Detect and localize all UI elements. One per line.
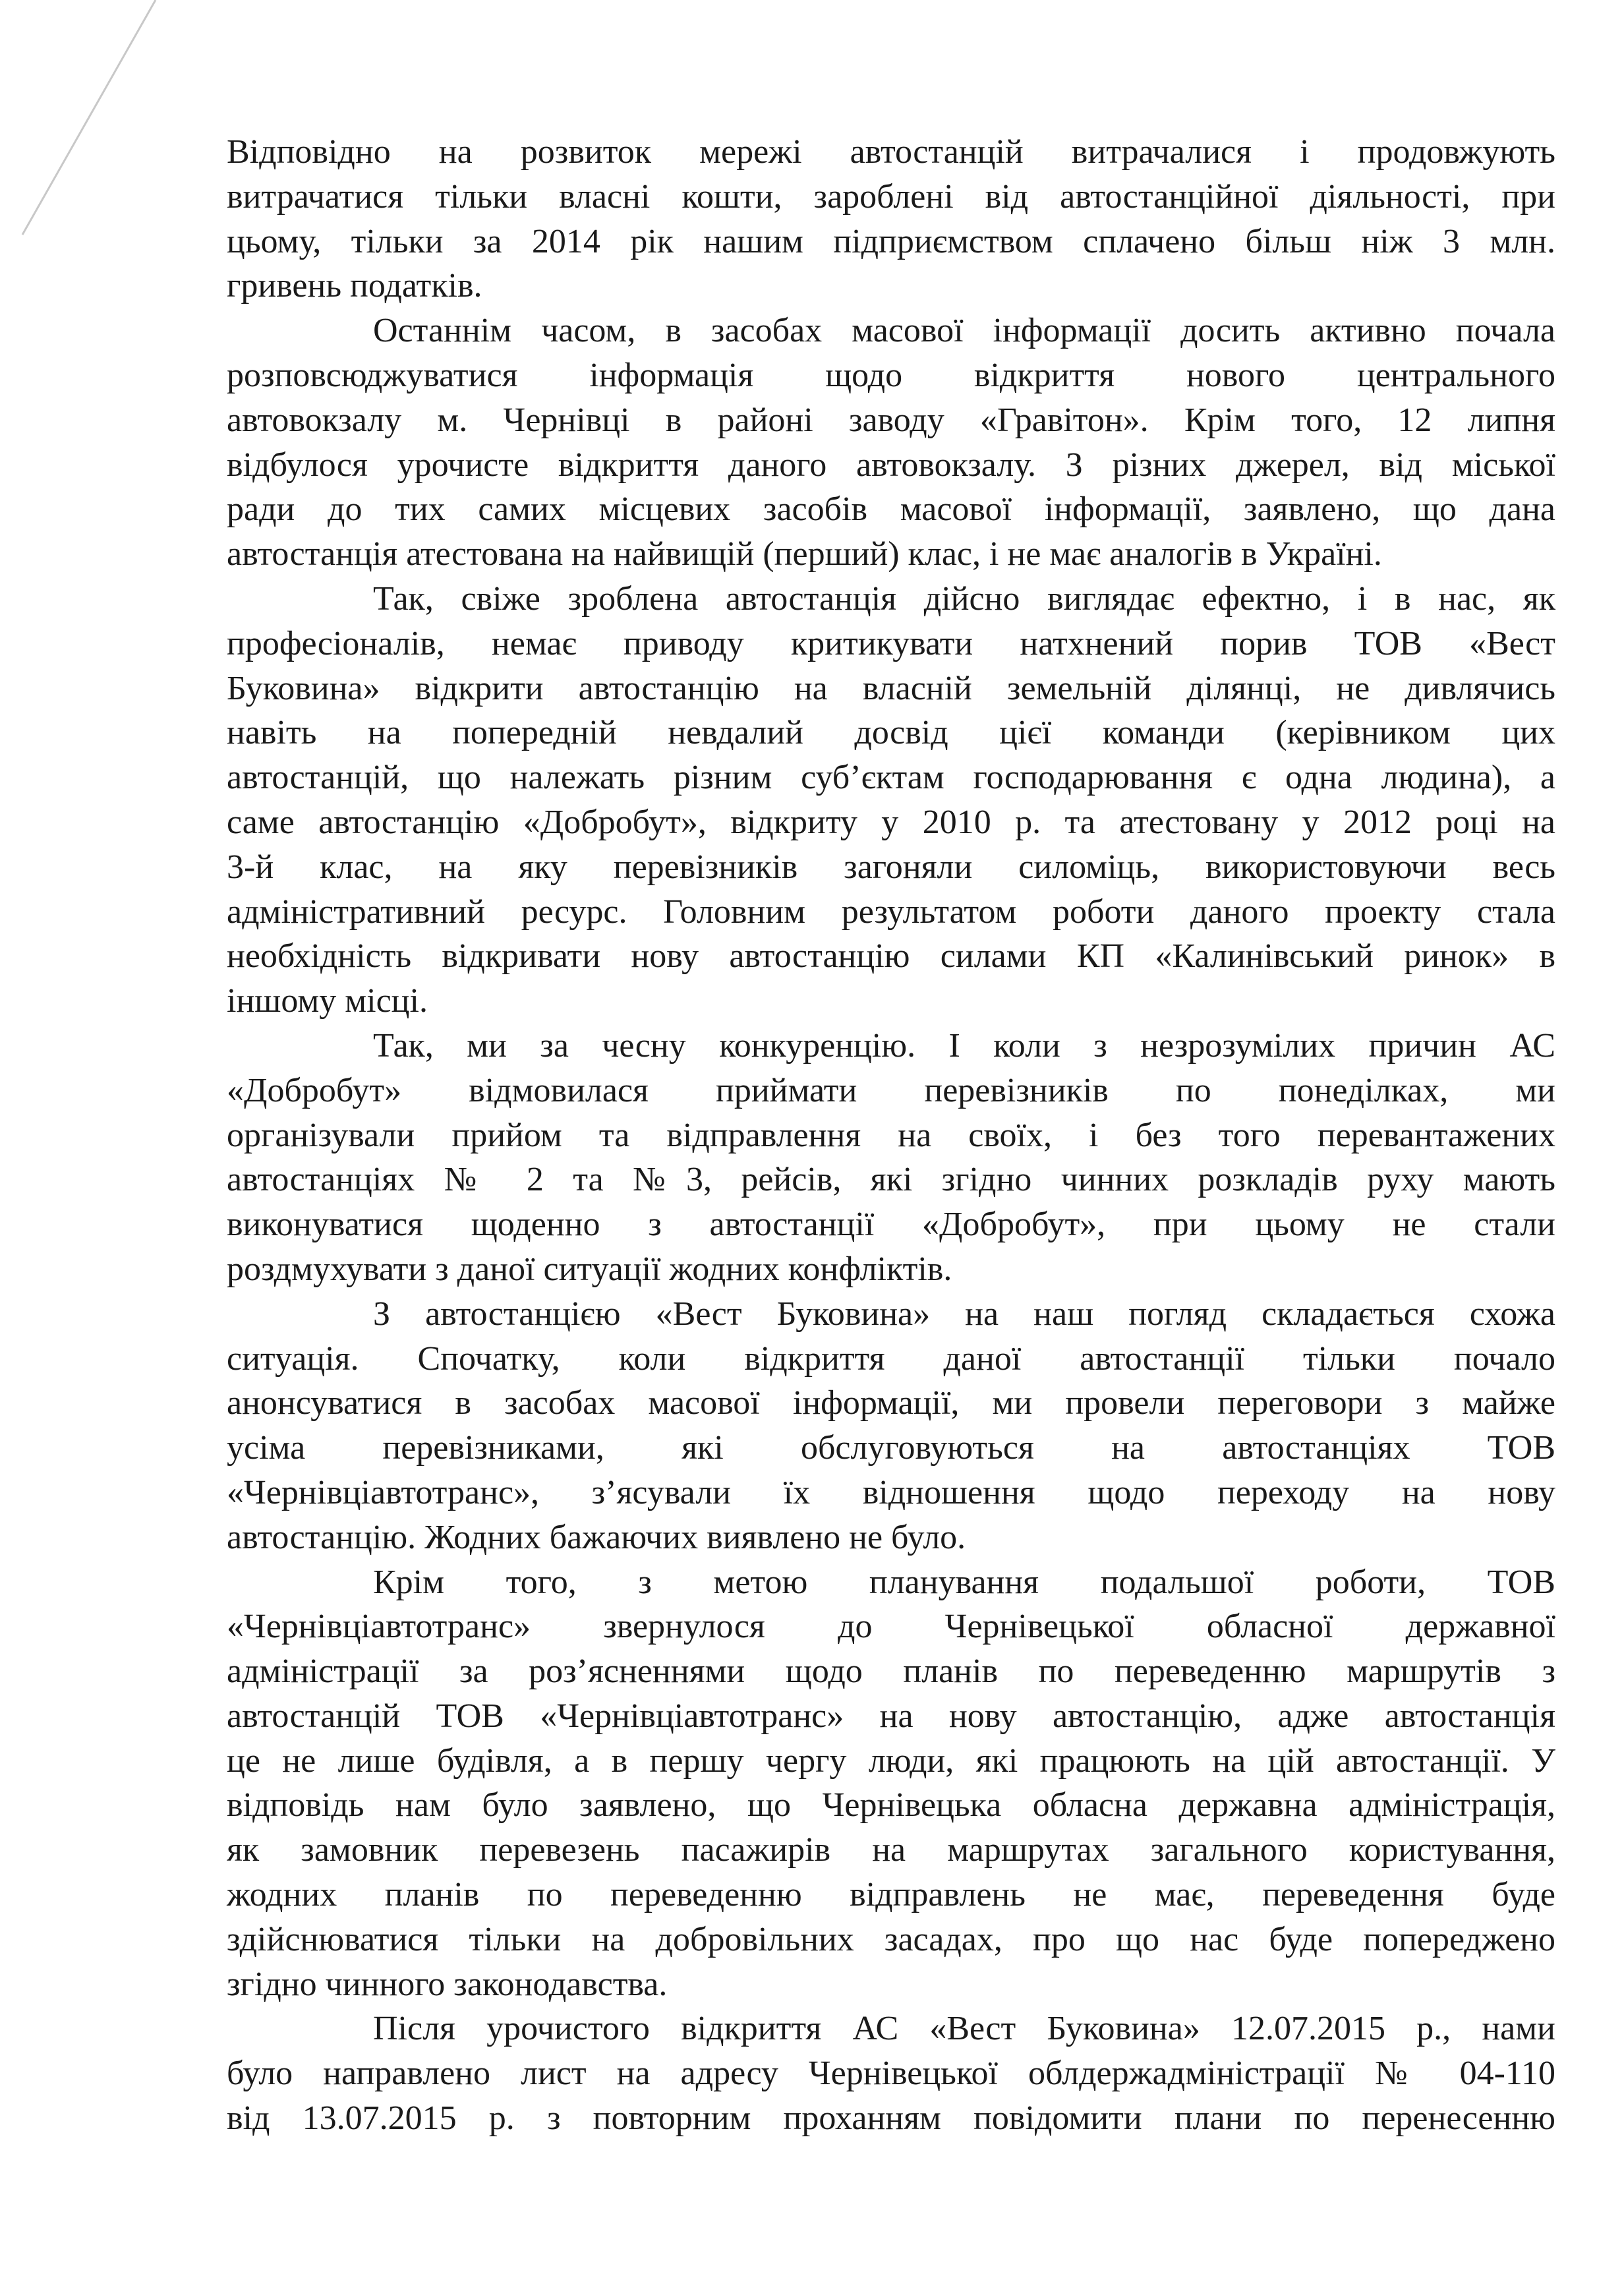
text-line: 3-й клас, на яку перевізників загоняли силоміць, використовуючи весь	[227, 848, 1555, 886]
text-line: саме автостанцію «Добробут», відкриту у 2010 р. та атестовану у 2012 році на	[227, 803, 1555, 841]
text-line: необхідність відкривати нову автостанцію силами КП «Калинівський ринок» в	[227, 937, 1555, 976]
text-line: З автостанцією «Вест Буковина» на наш погляд складається схожа	[373, 1295, 1555, 1333]
text-line: як замовник перевезень пасажирів на маршрутах загального користування,	[227, 1831, 1555, 1869]
text-line: Відповідно на розвиток мережі автостанцій витрачалися і продовжують	[227, 133, 1555, 171]
text-line: іншому місці.	[227, 982, 428, 1020]
text-line: Буковина» відкрити автостанцію на власній земельній ділянці, не дивлячись	[227, 669, 1555, 707]
text-line: Останнім часом, в засобах масової інформації досить активно почала	[373, 312, 1555, 350]
text-line: роздмухувати з даної ситуації жодних конфліктів.	[227, 1250, 952, 1288]
text-line: Так, свіже зроблена автостанція дійсно виглядає ефектно, і в нас, як	[373, 579, 1555, 618]
text-line: гривень податків.	[227, 267, 482, 305]
text-line: витрачатися тільки власні кошти, зароблені від автостанційної діяльності, при	[227, 177, 1555, 216]
text-line: цьому, тільки за 2014 рік нашим підприємством сплачено більш ніж 3 млн.	[227, 222, 1555, 260]
text-line: усіма перевізниками, які обслуговуються на автостанціях ТОВ	[227, 1429, 1555, 1467]
text-line: анонсуватися в засобах масової інформації, ми провели переговори з майже	[227, 1384, 1555, 1422]
text-line: «Чернівціавтотранс» звернулося до Чернівецької обласної державної	[227, 1608, 1555, 1646]
text-line: автостанція атестована на найвищій (перший) клас, і не має аналогів в Україні.	[227, 535, 1382, 573]
paragraph	[227, 1292, 1555, 1560]
scan-artifact-line	[0, 0, 171, 250]
paragraph	[227, 577, 1555, 1024]
text-line: ситуація. Спочатку, коли відкриття даної автостанції тільки почало	[227, 1339, 1555, 1378]
document-body	[227, 130, 1555, 2141]
text-line: автостанцій ТОВ «Чернівціавтотранс» на нову автостанцію, адже автостанція	[227, 1697, 1555, 1735]
text-line: Крім того, з метою планування подальшої роботи, ТОВ	[373, 1563, 1555, 1601]
text-line: було направлено лист на адресу Чернівецької облдержадміністрації № 04-110	[227, 2055, 1555, 2093]
text-line: здійснюватися тільки на добровільних засадах, про що нас буде попереджено	[227, 1920, 1555, 1958]
text-line: автовокзалу м. Чернівці в районі заводу «Гравітон». Крім того, 12 липня	[227, 401, 1555, 439]
text-line: «Чернівціавтотранс», з’ясували їх відношення щодо переходу на нову	[227, 1473, 1555, 1511]
text-line: адміністративний ресурс. Головним результатом роботи даного проекту стала	[227, 892, 1555, 931]
text-line: жодних планів по переведенню відправлень не має, переведення буде	[227, 1876, 1555, 1914]
text-line: відповідь нам було заявлено, що Чернівецька обласна державна адміністрація,	[227, 1786, 1555, 1825]
text-line: це не лише будівля, а в першу чергу люди, які працюють на цій автостанції. У	[227, 1741, 1555, 1780]
text-line: автостанцій, що належать різним суб’єктам господарювання є одна людина), а	[227, 759, 1555, 797]
paragraph	[227, 130, 1555, 308]
paragraph	[227, 1560, 1555, 2007]
text-line: «Добробут» відмовилася приймати перевізників по понеділках, ми	[227, 1071, 1555, 1109]
text-line: виконуватися щоденно з автостанції «Добробут», при цьому не стали	[227, 1206, 1555, 1244]
text-line: від 13.07.2015 р. з повторним проханням повідомити плани по перенесенню	[227, 2099, 1555, 2138]
paragraph	[227, 308, 1555, 577]
text-line: автостанцію. Жодних бажаючих виявлено не було.	[227, 1518, 966, 1556]
text-line: автостанціях № 2 та №3, рейсів, які згідно чинних розкладів руху мають	[227, 1161, 1555, 1199]
paragraph	[227, 2006, 1555, 2140]
text-line: адміністрації за роз’ясненнями щодо планів по переведенню маршрутів з	[227, 1652, 1555, 1691]
paragraph	[227, 1024, 1555, 1292]
text-line: навіть на попередній невдалий досвід цієї команди (керівником цих	[227, 714, 1555, 752]
text-line: професіоналів, немає приводу критикувати натхнений порив ТОВ «Вест	[227, 624, 1555, 662]
text-line: відбулося урочисте відкриття даного автовокзалу. З різних джерел, від міської	[227, 446, 1555, 484]
text-line: організували прийом та відправлення на своїх, і без того перевантажених	[227, 1116, 1555, 1154]
text-line: розповсюджуватися інформація щодо відкриття нового центрального	[227, 356, 1555, 394]
text-line: Так, ми за чесну конкуренцію. І коли з незрозумілих причин АС	[373, 1026, 1555, 1065]
text-line: Після урочистого відкриття АС «Вест Буковина» 12.07.2015 р., нами	[373, 2010, 1555, 2048]
text-line: згідно чинного законодавства.	[227, 1965, 668, 2003]
text-line: ради до тих самих місцевих засобів масової інформації, заявлено, що дана	[227, 490, 1555, 529]
